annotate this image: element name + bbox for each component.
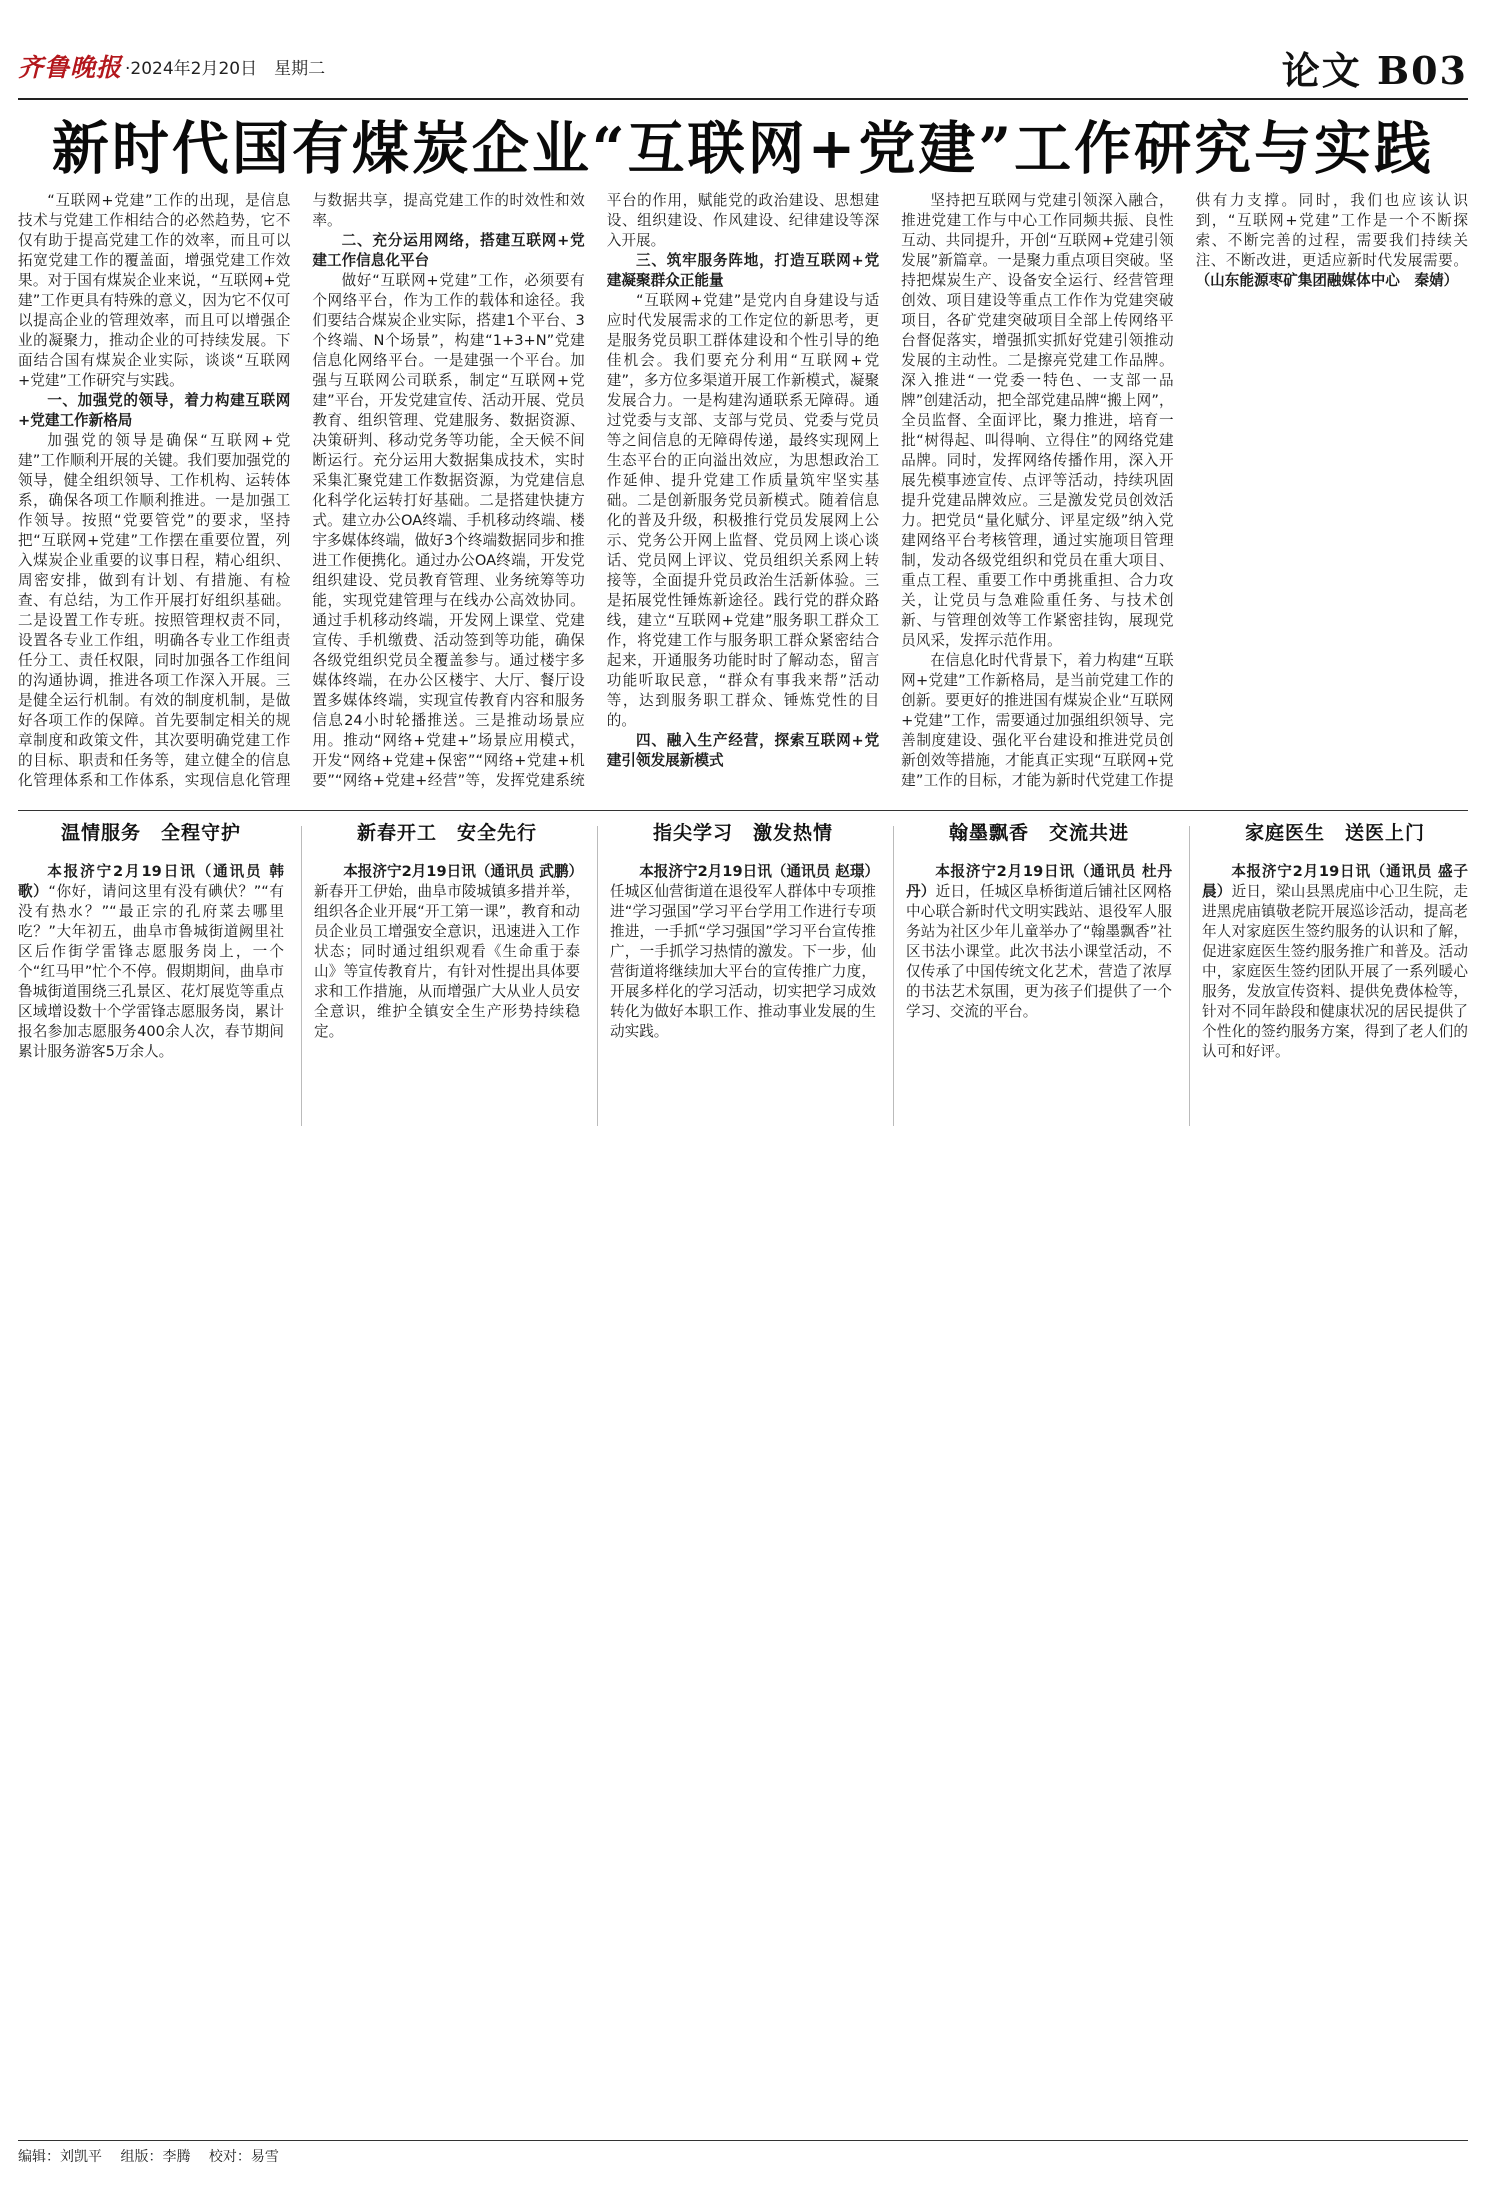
brief-title: 家庭医生 送医上门: [1244, 822, 1425, 844]
news-briefs: [18, 818, 1468, 1138]
brief-title: 指尖学习 激发热情: [652, 822, 833, 844]
article-headline: 新时代国有煤炭企业“互联网+党建”工作研究与实践: [51, 115, 1435, 182]
brief-title: 新春开工 安全先行: [356, 822, 537, 844]
section-heading-1: 一、加强党的领导，着力构建互联网+党建工作新格局: [18, 392, 291, 429]
news-brief: [906, 818, 1172, 1138]
page-footer: [18, 2146, 293, 2166]
page-header: [18, 34, 1468, 94]
article-paragraph: “互联网+党建”是党内自身建设与适应时代发展需求的工作定位的新思考，更是服务党员职工群体建设和个性引导的绝佳机会。我们要充分利用“互联网+党建”，多方位多渠道开展工作新模式，凝聚发展合力。一是构建沟通联系无障碍。通过党委与支部、支部与党员、党委与党员等之间信息的无障碍传递，最终实现网上生态平台的正向溢出效应，为思想政治工作延伸、提升党建工作质量筑牢坚实基础。二是创新服务党员新模式。随着信息化的普及升级，积极推行党员发展网上公示、党务公开网上监督、党员网上谈心谈话、党员网上评议、党员组织关系网上转接等，全面提升党员政治生活新体验。三是拓展党性锤炼新途径。践行党的群众路线，建立“互联网+党建”服务职工群众工作，将党建工作与服务职工群众紧密结合起来，开通服务功能时时了解动态，留言功能听取民意，“群众有事我来帮”活动等，达到服务职工群众、锤炼党性的目的。: [606, 292, 880, 729]
brief-lead: 本报济宁2月19日讯（通讯员 武鹏）: [343, 863, 584, 880]
editor-credit: 编辑：刘凯平: [18, 2149, 102, 2165]
section-heading-3: 三、筑牢服务阵地，打造互联网+党建凝聚群众正能量: [606, 252, 880, 289]
news-brief: [314, 818, 584, 1138]
news-brief: [18, 818, 284, 1138]
column-divider: [301, 826, 302, 1126]
masthead-logo: 齐鲁晚报: [18, 53, 123, 82]
main-article: [18, 191, 1468, 797]
proof-credit: 校对：易雪: [208, 2149, 279, 2165]
brief-text: 近日，任城区阜桥街道后铺社区网格中心联合新时代文明实践站、退役军人服务站为社区少年儿童举办了“翰墨飘香”社区书法小课堂。此次书法小课堂活动，不仅传承了中国传统文化艺术，营造了浓厚的书法艺术氛围，更为孩子们提供了一个学习、交流的平台。: [906, 883, 1172, 1020]
column-divider: [597, 826, 598, 1126]
section-divider: [18, 810, 1468, 811]
brief-title: 温情服务 全程守护: [60, 822, 241, 844]
brief-body: [314, 862, 584, 1042]
article-paragraph: 做好“互联网+党建”工作，必须要有个网络平台，作为工作的载体和途径。我们要结合煤炭企业实际，搭建1个平台、3个终端、N个场景”，构建“1+3+N”党建信息化网络平台。一是建强一个平台。加强与互联网公司联系，制定“互联网+党建”平台，开发党建宣传、活动开展、党员教育、组织管理、党建服务、数据资源、决策研判、移动党务等功能，全天候不间断运行。充分运用大数据集成技术，实时采集汇聚党建工作数据资源，为党建信息化科学化运转打好基础。二是搭建快捷方式。建立办公OA终端、手机移动终端、楼宇多媒体终端，做好3个终端数据同步和推进工作便携化。通过办公OA终端，开发党组织建设、党员教育管理、业务统筹等功能，实现党建管理与在线办公高效协同。通过手机移动终端，开发网上课堂、党建宣传、手机缴费、活动签到等功能，确保各级党组织党员全覆盖参与。通过楼宇多媒体终端，在办公区楼宇、大厅、餐厅设置多媒体终端，实现宣传教育内容和服务信息24小时轮播推送。三是推动场景应用。推动“网络+党建+”场景应用模式，开发“网络+党建+保密”“网络+党建+机要”“网络+党建+经营”等，发挥党建系统平台的作用，赋能党的政治建设、思想建设、组织建设、作风建设、纪律建设等深入开展。: [312, 192, 880, 789]
brief-body: [1202, 862, 1468, 1062]
section-heading-2: 二、充分运用网络，搭建互联网+党建工作信息化平台: [312, 232, 585, 269]
brief-lead: 本报济宁2月19日讯（通讯员 杜丹丹）: [906, 863, 1172, 900]
brief-title: 翰墨飘香 交流共进: [948, 822, 1129, 844]
article-byline: （山东能源枣矿集团融媒体中心 秦婧）: [1195, 272, 1459, 289]
article-paragraph: 加强党的领导是确保“互联网+党建”工作顺利开展的关键。我们要加强党的领导，健全组织领导、工作机构、运转体系，确保各项工作顺利推进。一是加强工作领导。按照“党要管党”的要求，坚持把“互联网+党建”工作摆在重要位置，列入煤炭企业重要的议事日程，精心组织、周密安排，做到有计划、有措施、有检查、有总结，为工作开展打好组织基础。二是设置工作专班。按照管理权责不同，设置各专业工作组，明确各专业工作组责任分工、责任权限，同时加强各工作组间的沟通协调，推进各项工作深入开展。三是健全运行机制。有效的制度机制，是做好各项工作的保障。首先要制定相关的规章制度和政策文件，其次要明确党建工作的目标、职责和任务等，建立健全的信息化管理体系和工作体系，实现信息化管理与数据共享，提高党建工作的时效性和效率。: [18, 192, 585, 789]
column-divider: [893, 826, 894, 1126]
dateline: ·2024年2月20日 星期二: [125, 59, 326, 79]
brief-body: [18, 862, 284, 1062]
article-paragraph: 坚持把互联网与党建引领深入融合，推进党建工作与中心工作同频共振、良性互动、共同提升，开创“互联网+党建引领发展”新篇章。一是聚力重点项目突破。坚持把煤炭生产、设备安全运行、经营管理创效、项目建设等重点工作作为党建突破项目，各矿党建突破项目全部上传网络平台督促落实，增强抓实抓好党建引领推动发展的主动性。二是擦亮党建工作品牌。深入推进“一党委一特色、一支部一品牌”创建活动，把全部党建品牌“搬上网”，全员监督、全面评比，聚力推进，培育一批“树得起、叫得响、立得住”的网络党建品牌。同时，发挥网络传播作用，深入开展先模事迹宣传、点评等活动，持续巩固提升党建品牌效应。三是激发党员创效活力。把党员“量化赋分、评星定级”纳入党建网络平台考核管理，通过实施项目管理制，发动各级党组织和党员在重大项目、重点工程、重要工作中勇挑重担、合力攻关，让党员与急难险重任务、与技术创新、与管理创效等工作紧密挂钩，展现党员风采，发挥示范作用。: [901, 192, 1174, 649]
page-label: 论文 B03: [1281, 48, 1468, 93]
brief-body: [906, 862, 1172, 1022]
news-brief: [1202, 818, 1468, 1138]
brief-text: 近日，梁山县黑虎庙中心卫生院，走进黑虎庙镇敬老院开展巡诊活动，提高老年人对家庭医生签约服务的认识和了解，促进家庭医生签约服务推广和普及。活动中，家庭医生签约团队开展了一系列暖心服务，发放宣传资料、提供免费体检等，针对不同年龄段和健康状况的居民提供了个性化的签约服务方案，得到了老人们的认可和好评。: [1202, 883, 1468, 1060]
article-intro-paragraph: “互联网+党建”工作的出现，是信息技术与党建工作相结合的必然趋势，它不仅有助于提高党建工作的效率，而且可以拓宽党建工作的覆盖面，增强党建工作效果。对于国有煤炭企业来说，“互联网+党建”工作更具有特殊的意义，因为它不仅可以提高企业的管理效率，而且可以增强企业的凝聚力，推动企业的可持续发展。下面结合国有煤炭企业实际，谈谈“互联网+党建”工作研究与实践。: [18, 192, 291, 389]
conclusion-text: 在信息化时代背景下，着力构建“互联网+党建”工作新格局，是当前党建工作的创新。要更好的推进国有煤炭企业“互联网+党建”工作，需要通过加强组织领导、完善制度建设、强化平台建设和推进党员创新创效等措施，才能真正实现“互联网+党建”工作的目标，才能为新时代党建工作提供有力支撑。同时，我们也应该认识到，“互联网+党建”工作是一个不断探索、不断完善的过程，需要我们持续关注、不断改进，更适应新时代发展需要。: [901, 192, 1468, 789]
brief-body: [610, 862, 880, 1042]
news-brief: [610, 818, 880, 1138]
brief-text: 任城区仙营街道在退役军人群体中专项推进“学习强国”学习平台学用工作进行专项推进，一手抓“学习强国”学习平台宣传推广，一手抓学习热情的激发。下一步，仙营街道将继续加大平台的宣传推广力度，开展多样化的学习活动，切实把学习成效转化为做好本职工作、推动事业发展的生动实践。: [610, 883, 876, 1040]
column-divider: [1189, 826, 1190, 1126]
brief-lead: 本报济宁2月19日讯（通讯员 盛子晨）: [1202, 863, 1468, 900]
section-heading-4: 四、融入生产经营，探索互联网+党建引领发展新模式: [606, 732, 880, 769]
layout-credit: 组版：李腾: [120, 2149, 191, 2165]
footer-divider: [18, 2140, 1468, 2141]
brief-text: 新春开工伊始，曲阜市陵城镇多措并举，组织各企业开展“开工第一课”，教育和动员企业员工增强安全意识，迅速进入工作状态；同时通过组织观看《生命重于泰山》等宣传教育片，有针对性提出具体要求和工作措施，从而增强广大从业人员安全意识，维护全镇安全生产形势持续稳定。: [314, 883, 580, 1040]
header-divider: [18, 98, 1468, 100]
brief-lead: 本报济宁2月19日讯（通讯员 韩歌）: [18, 863, 284, 900]
brief-lead: 本报济宁2月19日讯（通讯员 赵璟）: [639, 863, 880, 880]
brief-text: “你好，请问这里有没有碘伏？”“有没有热水？”“最正宗的孔府菜去哪里吃？”大年初五，曲阜市鲁城街道阙里社区后作街学雷锋志愿服务岗上，一个个“红马甲”忙个不停。假期期间，曲阜市鲁城街道围绕三孔景区、花灯展览等重点区域增设数十个学雷锋志愿服务岗，累计报名参加志愿服务400余人次，春节期间累计服务游客5万余人。: [18, 883, 284, 1060]
